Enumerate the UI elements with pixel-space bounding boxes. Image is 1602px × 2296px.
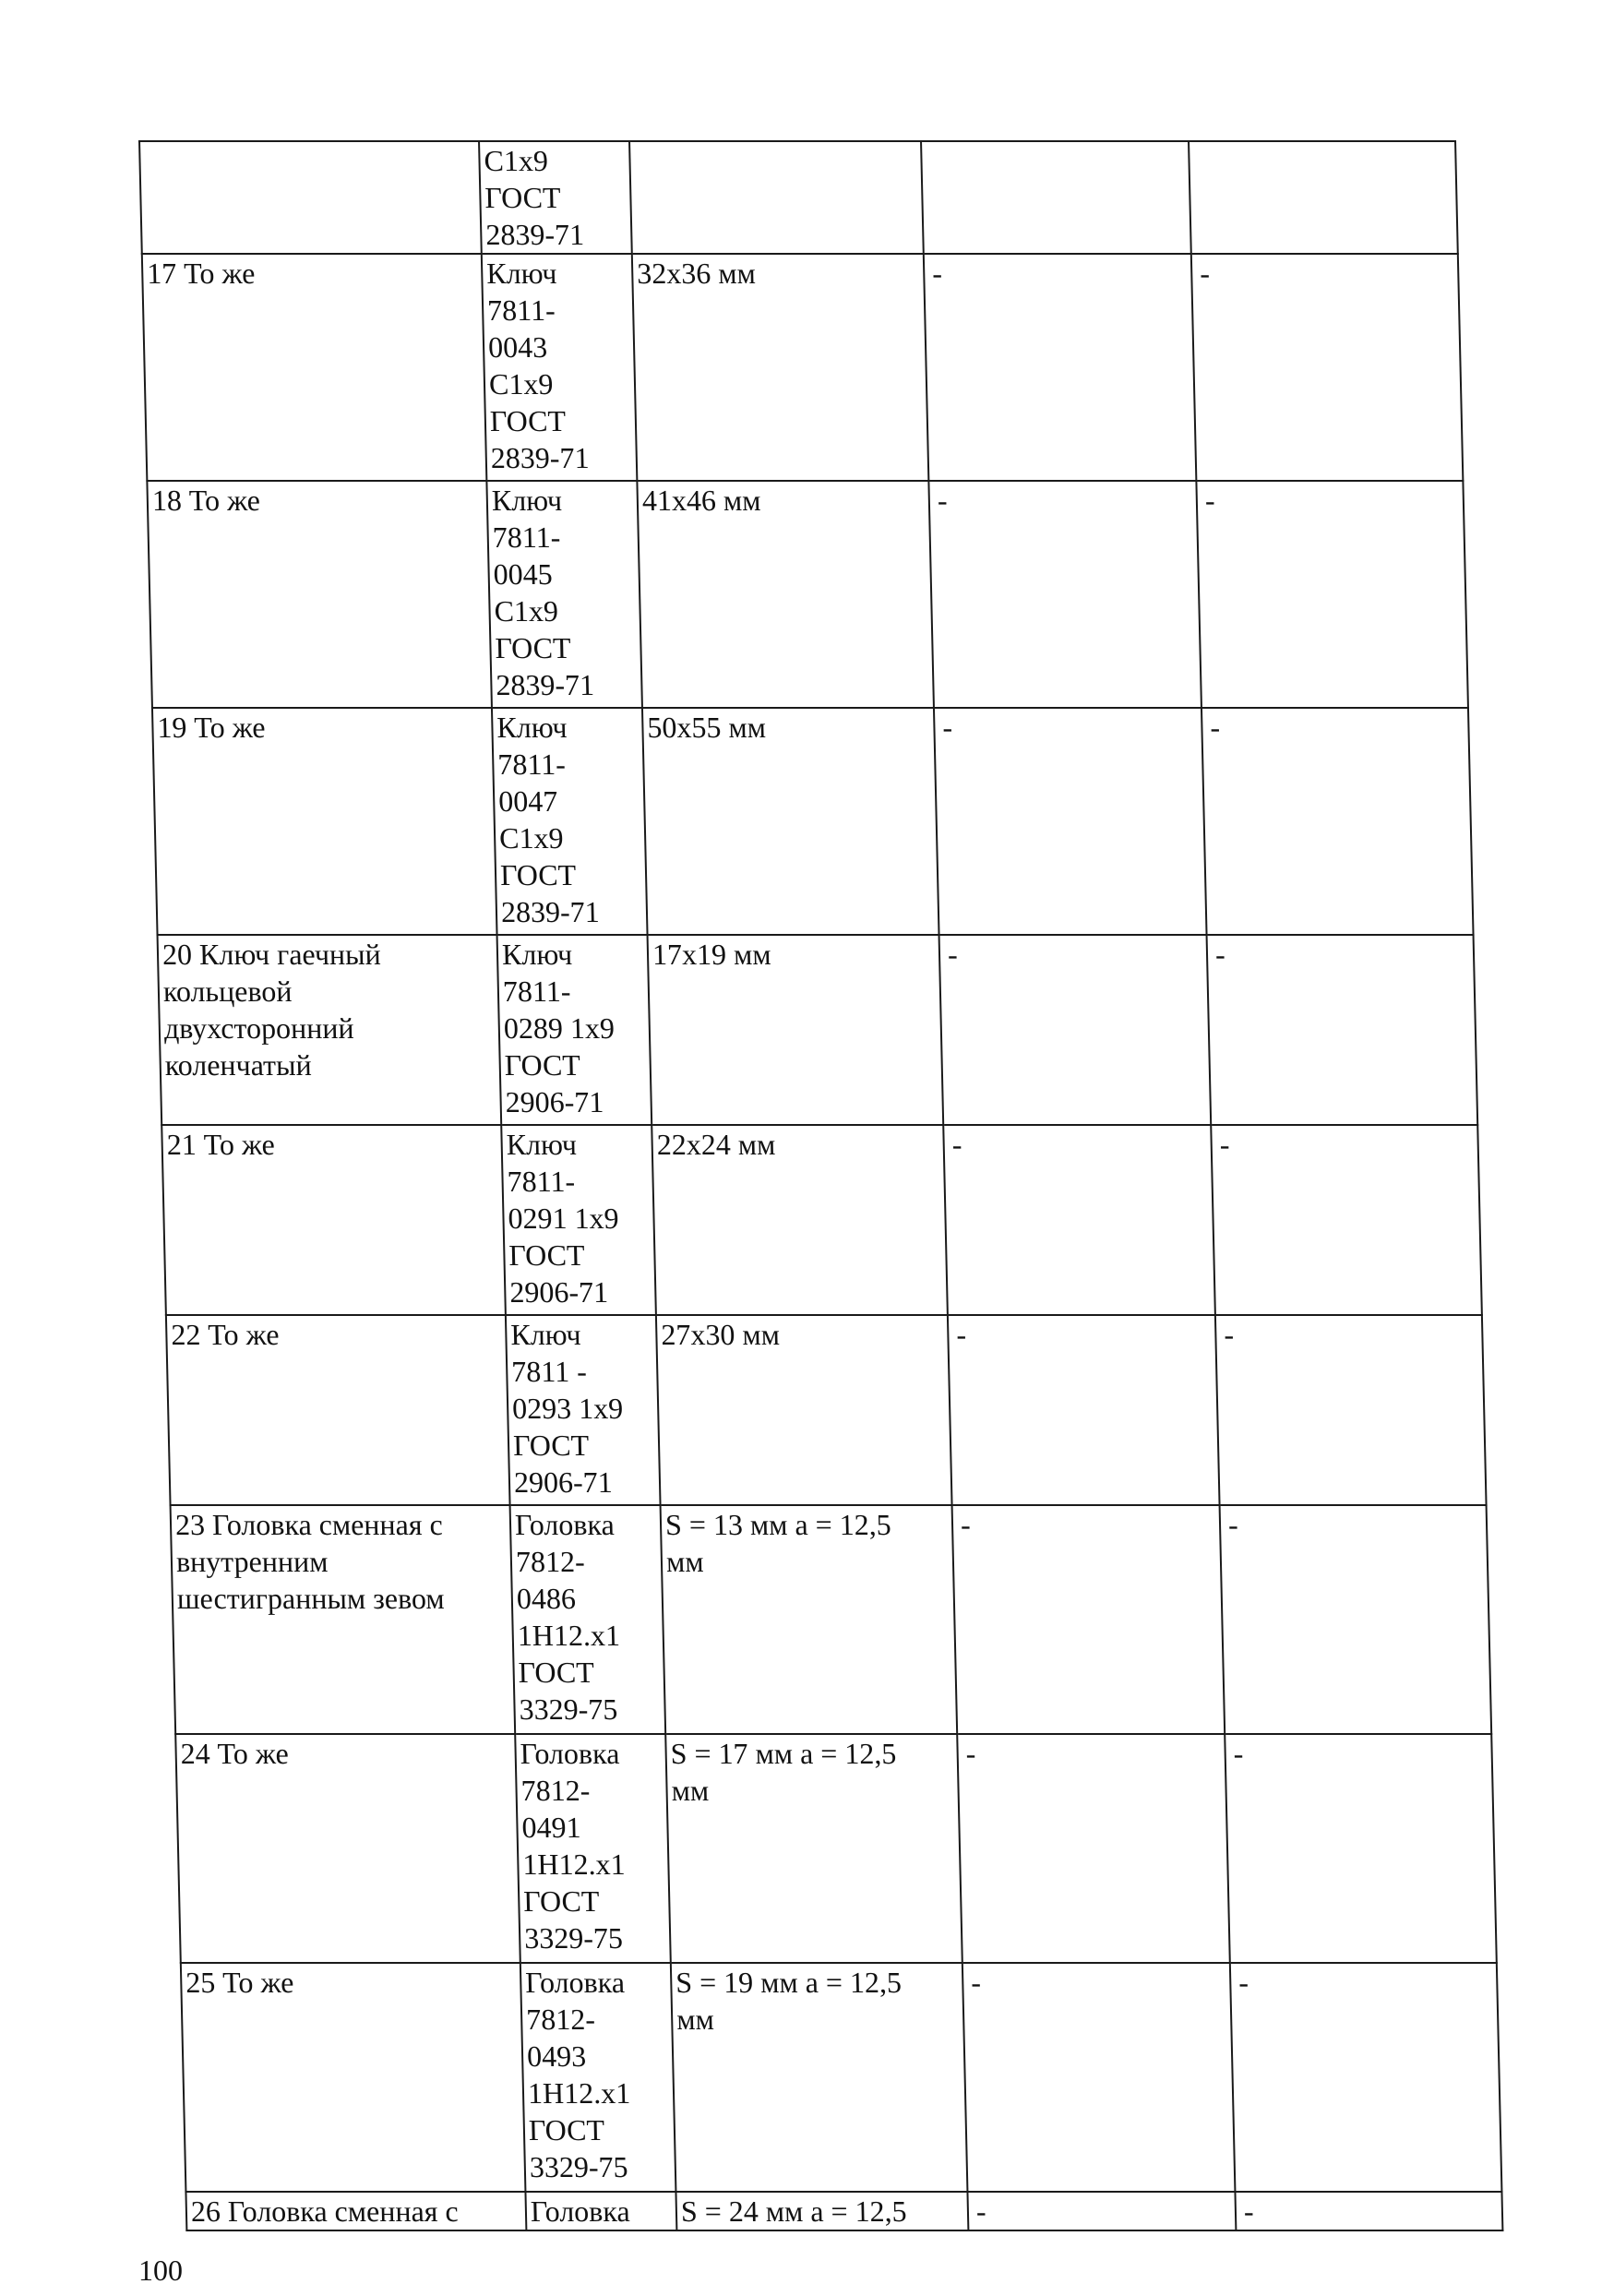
designation-cell: С1х9 ГОСТ 2839-71 <box>479 141 632 254</box>
column-5-cell: - <box>1215 1315 1487 1505</box>
designation-cell: Ключ 7811- 0289 1х9 ГОСТ 2906-71 <box>497 935 652 1125</box>
table-row <box>139 141 1458 254</box>
column-5-cell: - <box>1202 708 1474 935</box>
size-cell: S = 19 мм а = 12,5 мм <box>671 1963 968 2192</box>
column-4-cell: - <box>952 1505 1225 1734</box>
table-row <box>158 935 1478 1125</box>
size-cell <box>629 141 924 254</box>
table-row <box>147 481 1468 708</box>
table-row <box>142 254 1464 481</box>
column-5-cell: - <box>1220 1505 1492 1734</box>
column-4-cell: - <box>962 1963 1236 2192</box>
size-cell: 41х46 мм <box>637 481 934 708</box>
designation-cell: Ключ 7811- 0047 С1х9 ГОСТ 2839-71 <box>492 708 648 935</box>
column-4-cell: - <box>934 708 1207 935</box>
table-row <box>185 2192 1502 2230</box>
designation-cell: Ключ 7811- 0291 1х9 ГОСТ 2906-71 <box>501 1125 656 1315</box>
table-row <box>171 1505 1492 1734</box>
tool-name-cell: 24 То же <box>175 1734 520 1963</box>
column-5-cell: - <box>1211 1125 1482 1315</box>
column-5-cell: - <box>1196 481 1468 708</box>
designation-cell: Ключ 7811- 0043 С1х9 ГОСТ 2839-71 <box>482 254 638 481</box>
table-row <box>175 1734 1497 1963</box>
size-cell: 27х30 мм <box>656 1315 952 1505</box>
tool-name-cell: 22 То же <box>166 1315 510 1505</box>
tool-name-cell <box>139 141 482 254</box>
column-5-cell: - <box>1207 935 1478 1125</box>
tool-name-cell: 17 То же <box>142 254 487 481</box>
tool-name-cell: 26 Головка сменная с <box>185 2192 526 2230</box>
column-5-cell <box>1189 141 1458 254</box>
column-4-cell: - <box>943 1125 1215 1315</box>
column-5-cell: - <box>1235 2192 1502 2230</box>
column-4-cell: - <box>924 254 1197 481</box>
designation-cell: Головка <box>525 2192 676 2230</box>
tools-table <box>138 140 1503 2231</box>
column-4-cell <box>921 141 1191 254</box>
table-row <box>152 708 1474 935</box>
table-row <box>161 1125 1482 1315</box>
size-cell: S = 24 мм а = 12,5 <box>675 2192 968 2230</box>
size-cell: S = 17 мм а = 12,5 мм <box>665 1734 962 1963</box>
tool-name-cell: 25 То же <box>181 1963 526 2192</box>
column-4-cell: - <box>957 1734 1230 1963</box>
size-cell: 50х55 мм <box>642 708 939 935</box>
tool-name-cell: 23 Головка сменная с внутренним шестигранным зевом <box>171 1505 516 1734</box>
page-number: 100 <box>138 2254 183 2287</box>
designation-cell: Головка 7812- 0493 1Н12.х1 ГОСТ 3329-75 <box>520 1963 676 2192</box>
column-4-cell: - <box>928 481 1202 708</box>
tool-name-cell: 21 То же <box>161 1125 506 1315</box>
designation-cell: Ключ 7811- 0045 С1х9 ГОСТ 2839-71 <box>486 481 642 708</box>
size-cell: 17х19 мм <box>648 935 944 1125</box>
size-cell: 32х36 мм <box>632 254 929 481</box>
size-cell: S = 13 мм а = 12,5 мм <box>661 1505 958 1734</box>
table-row <box>181 1963 1502 2192</box>
designation-cell: Головка 7812- 0491 1Н12.х1 ГОСТ 3329-75 <box>515 1734 671 1963</box>
column-5-cell: - <box>1191 254 1464 481</box>
size-cell: 22х24 мм <box>652 1125 948 1315</box>
designation-cell: Ключ 7811 - 0293 1х9 ГОСТ 2906-71 <box>506 1315 661 1505</box>
tool-name-cell: 19 То же <box>152 708 497 935</box>
column-4-cell: - <box>967 2192 1236 2230</box>
tool-name-cell: 18 То же <box>147 481 492 708</box>
table-row <box>166 1315 1487 1505</box>
designation-cell: Головка 7812- 0486 1Н12.х1 ГОСТ 3329-75 <box>510 1505 666 1734</box>
column-4-cell: - <box>948 1315 1220 1505</box>
column-5-cell: - <box>1225 1734 1497 1963</box>
column-4-cell: - <box>939 935 1212 1125</box>
tool-name-cell: 20 Ключ гаечный кольцевой двухсторонний коленчатый <box>158 935 502 1125</box>
column-5-cell: - <box>1230 1963 1502 2192</box>
